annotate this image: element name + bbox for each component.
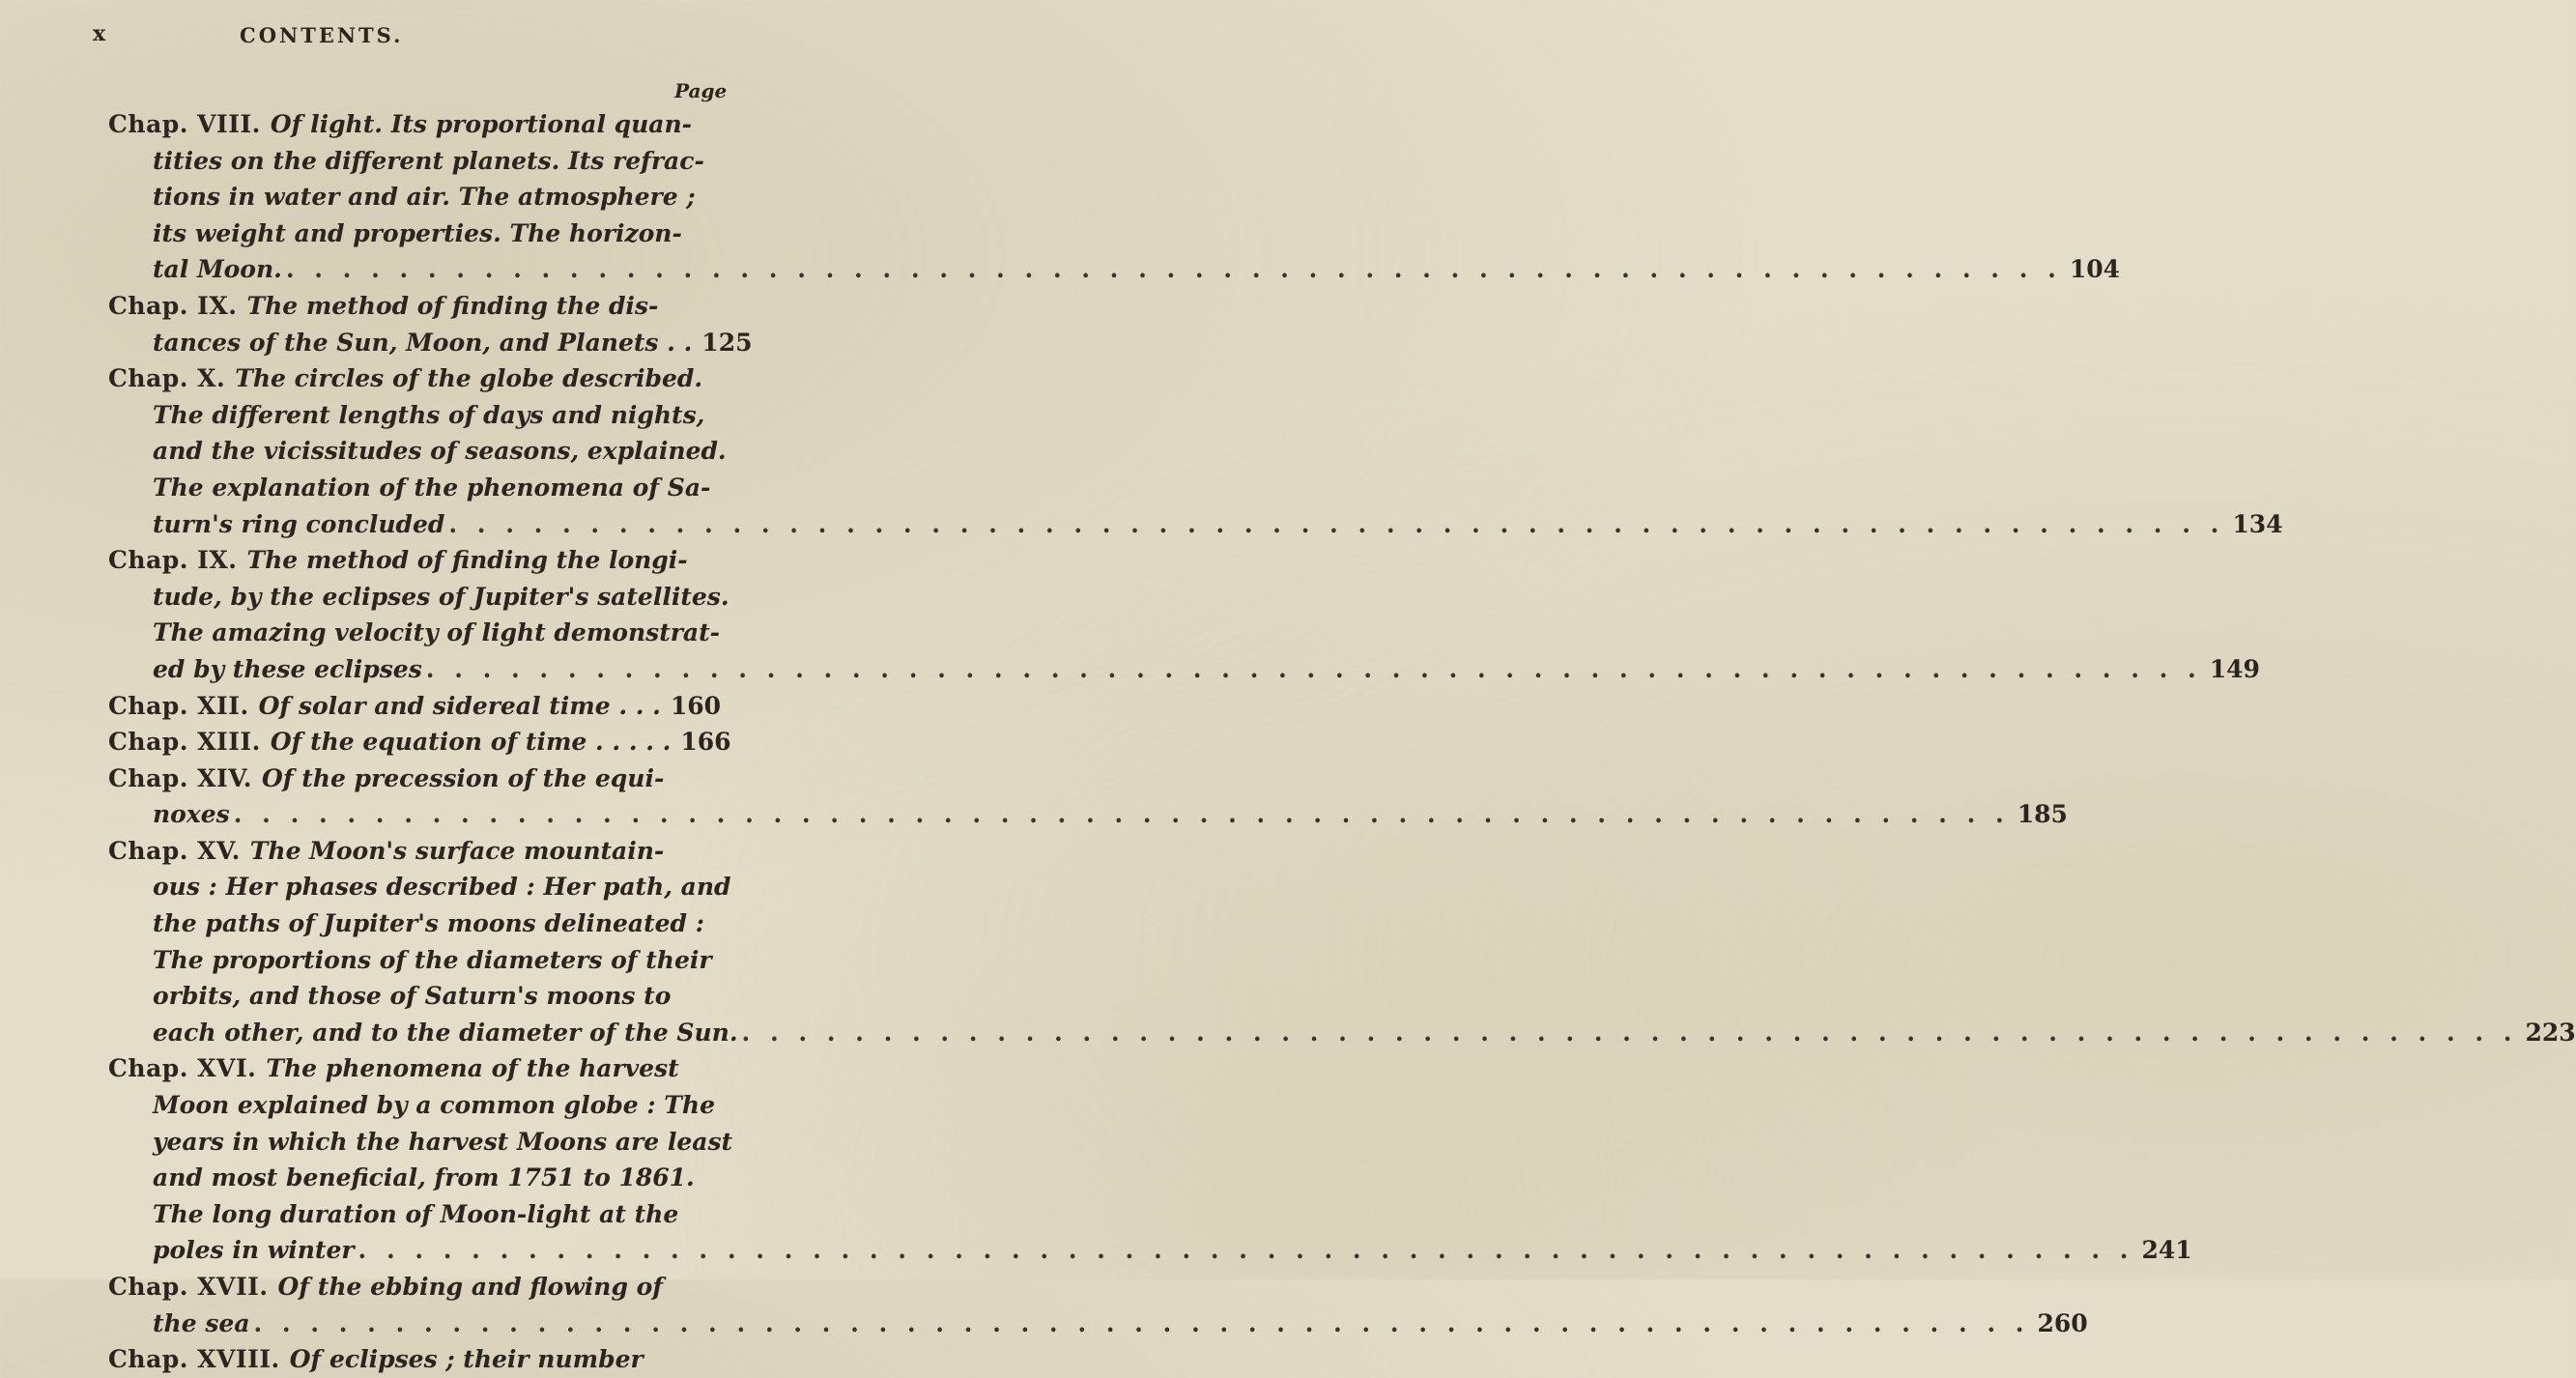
chapter-label: Chap. VIII.: [108, 110, 261, 138]
page-number: 125: [701, 328, 753, 357]
page-number: 166: [680, 728, 731, 757]
toc-line: [108, 1196, 678, 1233]
toc-text: The phenomena of the harvest: [266, 1054, 679, 1083]
dot-leader: [448, 506, 2224, 543]
toc-text: Of solar and sidereal time . . .: [258, 691, 661, 720]
chapter-label: Chap. XV.: [108, 836, 241, 865]
chapter-label: Chap. XVIII.: [108, 1345, 280, 1374]
toc-line: [108, 1269, 678, 1306]
dot-leader: [234, 796, 2010, 833]
toc-line: [108, 325, 753, 361]
toc-text: Moon explained by a common globe : The: [153, 1091, 715, 1120]
dot-leader: [286, 251, 2062, 288]
toc-text: orbits, and those of Saturn's moons to: [153, 982, 672, 1011]
toc-text: The proportions of the diameters of their: [153, 945, 712, 974]
page-column-label: Page: [674, 79, 728, 102]
toc-line: [108, 1087, 715, 1124]
toc-line: [108, 251, 2120, 288]
toc-text: The amazing velocity of light demonstrat-: [153, 618, 721, 647]
toc-line: [108, 433, 727, 470]
toc-line: [108, 1015, 2576, 1051]
toc-text: Of eclipses ; their number: [289, 1345, 644, 1374]
toc-line: [108, 1124, 733, 1161]
toc-line: [108, 978, 678, 1015]
toc-text: turn's ring concluded: [153, 509, 445, 538]
toc-text: the sea: [153, 1308, 250, 1337]
chapter-label: Chap. IX.: [108, 546, 238, 575]
toc-line: [108, 1306, 2088, 1342]
page-header: [0, 21, 773, 60]
toc-line: [108, 579, 730, 616]
toc-line: [108, 761, 678, 797]
toc-text: Of the equation of time . . . . .: [270, 728, 672, 757]
toc-line: [108, 651, 2260, 688]
toc-line: [108, 942, 712, 979]
page-number: 223: [2525, 1018, 2576, 1047]
toc-line: [108, 288, 678, 325]
chapter-label: Chap. X.: [108, 364, 226, 393]
toc-line: [108, 1341, 678, 1378]
toc-text: The explanation of the phenomena of Sa-: [153, 473, 711, 502]
toc-text: Of the precession of the equi-: [261, 763, 665, 792]
folio-number: x: [93, 21, 106, 46]
page-number: 160: [670, 691, 722, 720]
toc-text: The different lengths of days and nights,: [153, 400, 705, 429]
toc-text: tances of the Sun, Moon, and Planets . .: [153, 328, 693, 357]
dot-leader: [426, 651, 2202, 688]
toc-text: The method of finding the longi-: [246, 546, 688, 575]
toc-line: [108, 397, 705, 434]
toc-line: [108, 796, 2068, 833]
toc-line: [108, 905, 704, 942]
chapter-label: Chap. IX.: [108, 291, 238, 320]
chapter-label: Chap. XVII.: [108, 1273, 269, 1301]
toc-line: [108, 615, 721, 651]
toc-text: The circles of the globe described.: [235, 364, 703, 393]
toc-text: Of light. Its proportional quan-: [270, 110, 693, 138]
toc-line: [108, 1160, 695, 1196]
toc-line: [108, 869, 731, 905]
running-head: CONTENTS.: [240, 23, 404, 47]
page-number: 241: [2141, 1236, 2192, 1265]
toc-text: ous : Her phases described : Her path, and: [153, 873, 731, 902]
dot-leader: [358, 1232, 2134, 1269]
toc-line: [108, 688, 722, 725]
toc-line: [108, 506, 2283, 543]
toc-text: years in which the harvest Moons are least: [153, 1127, 733, 1156]
toc-line: [108, 215, 682, 252]
toc-line: [108, 179, 696, 215]
chapter-label: Chap. XVI.: [108, 1054, 257, 1083]
toc-text: the paths of Jupiter's moons delineated :: [153, 909, 704, 938]
toc-line: [108, 724, 731, 761]
chapter-label: Chap. XIV.: [108, 763, 252, 792]
toc-line: [108, 1232, 2192, 1269]
toc-text: noxes: [153, 800, 230, 829]
toc-line: [108, 1050, 678, 1087]
chapter-label: Chap. XII.: [108, 691, 249, 720]
toc-text: The Moon's surface mountain-: [249, 836, 665, 865]
toc-text: tions in water and air. The atmosphere ;: [153, 183, 696, 212]
toc-line: [108, 106, 693, 143]
toc-text: each other, and to the diameter of the Sun.: [153, 1018, 738, 1047]
toc-text: The method of finding the dis-: [246, 291, 659, 320]
chapter-label: Chap. XIII.: [108, 728, 261, 757]
dot-leader: [254, 1306, 2030, 1342]
toc-text: tities on the different planets. Its refrac-: [153, 146, 704, 175]
toc-text: its weight and properties. The horizon-: [153, 218, 682, 247]
toc-line: [108, 833, 678, 870]
toc-line: [108, 470, 711, 506]
toc-text: tude, by the eclipses of Jupiter's satellites.: [153, 582, 730, 611]
page-number: 104: [2069, 255, 2120, 284]
toc-text: The long duration of Moon-light at the: [153, 1199, 679, 1228]
toc-line: [108, 143, 704, 180]
toc-line: [108, 360, 703, 397]
dot-leader: [742, 1015, 2518, 1051]
page-number: 260: [2037, 1308, 2088, 1337]
page-number: 134: [2232, 509, 2283, 538]
table-of-contents: [108, 106, 2576, 1378]
toc-text: poles in winter: [153, 1236, 355, 1265]
toc-text: and most beneficial, from 1751 to 1861.: [153, 1163, 695, 1192]
toc-text: Of the ebbing and flowing of: [277, 1273, 664, 1301]
page-number: 149: [2209, 654, 2260, 683]
toc-text: and the vicissitudes of seasons, explained.: [153, 437, 727, 466]
page-number: 185: [2017, 800, 2068, 829]
toc-text: tal Moon.: [153, 255, 282, 284]
toc-text: ed by these eclipses: [153, 654, 422, 683]
toc-line: [108, 542, 688, 579]
